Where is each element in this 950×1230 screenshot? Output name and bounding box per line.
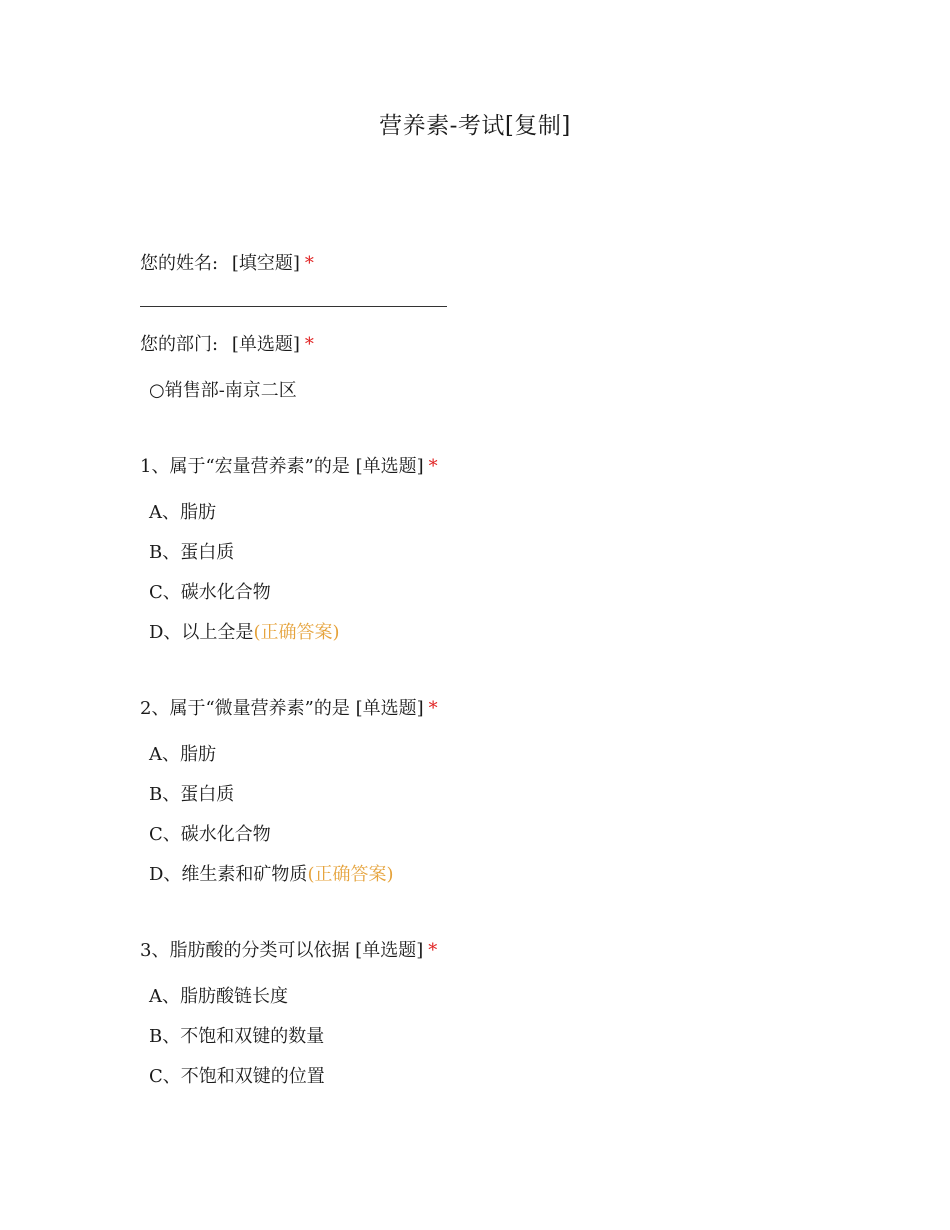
name-question: [140, 251, 314, 277]
question-2: [140, 696, 438, 722]
correct-answer-marker: (正确答案): [307, 864, 394, 885]
required-mark: *: [304, 253, 314, 274]
required-mark: *: [428, 698, 438, 719]
question-1-text: 1、属于“宏量营养素”的是 [单选题]: [140, 456, 424, 477]
name-question-label: 您的姓名:: [140, 253, 219, 274]
department-option[interactable]: ○销售部-南京二区: [149, 380, 297, 401]
question-2-option-c[interactable]: C、碳水化合物: [149, 824, 271, 845]
question-1-option-a[interactable]: A、脂肪: [149, 502, 216, 523]
required-mark: *: [304, 334, 314, 355]
question-3-option-a[interactable]: A、脂肪酸链长度: [149, 986, 288, 1007]
question-3-option-c[interactable]: C、不饱和双键的位置: [149, 1066, 325, 1087]
question-1-option-d-label: D、以上全是: [149, 622, 254, 643]
correct-answer-marker: (正确答案): [253, 622, 340, 643]
question-1-option-c[interactable]: C、碳水化合物: [149, 582, 271, 603]
name-question-type: [填空题]: [231, 253, 300, 274]
question-1-option-d[interactable]: [149, 620, 339, 646]
question-3-option-b[interactable]: B、不饱和双键的数量: [149, 1026, 325, 1047]
question-1-option-b[interactable]: B、蛋白质: [149, 542, 235, 563]
department-question: [140, 332, 314, 358]
department-question-type: [单选题]: [231, 334, 300, 355]
name-answer-line[interactable]: [140, 306, 447, 307]
question-2-option-b[interactable]: B、蛋白质: [149, 784, 235, 805]
question-3: [140, 938, 437, 964]
question-2-text: 2、属于“微量营养素”的是 [单选题]: [140, 698, 424, 719]
required-mark: *: [428, 456, 438, 477]
required-mark: *: [428, 940, 438, 961]
question-3-text: 3、脂肪酸的分类可以依据 [单选题]: [140, 940, 424, 961]
department-question-label: 您的部门:: [140, 334, 219, 355]
question-2-option-a[interactable]: A、脂肪: [149, 744, 216, 765]
question-2-option-d[interactable]: [149, 862, 393, 888]
question-2-option-d-label: D、维生素和矿物质: [149, 864, 308, 885]
page-title: 营养素-考试[复制]: [379, 113, 571, 139]
question-1: [140, 454, 438, 480]
